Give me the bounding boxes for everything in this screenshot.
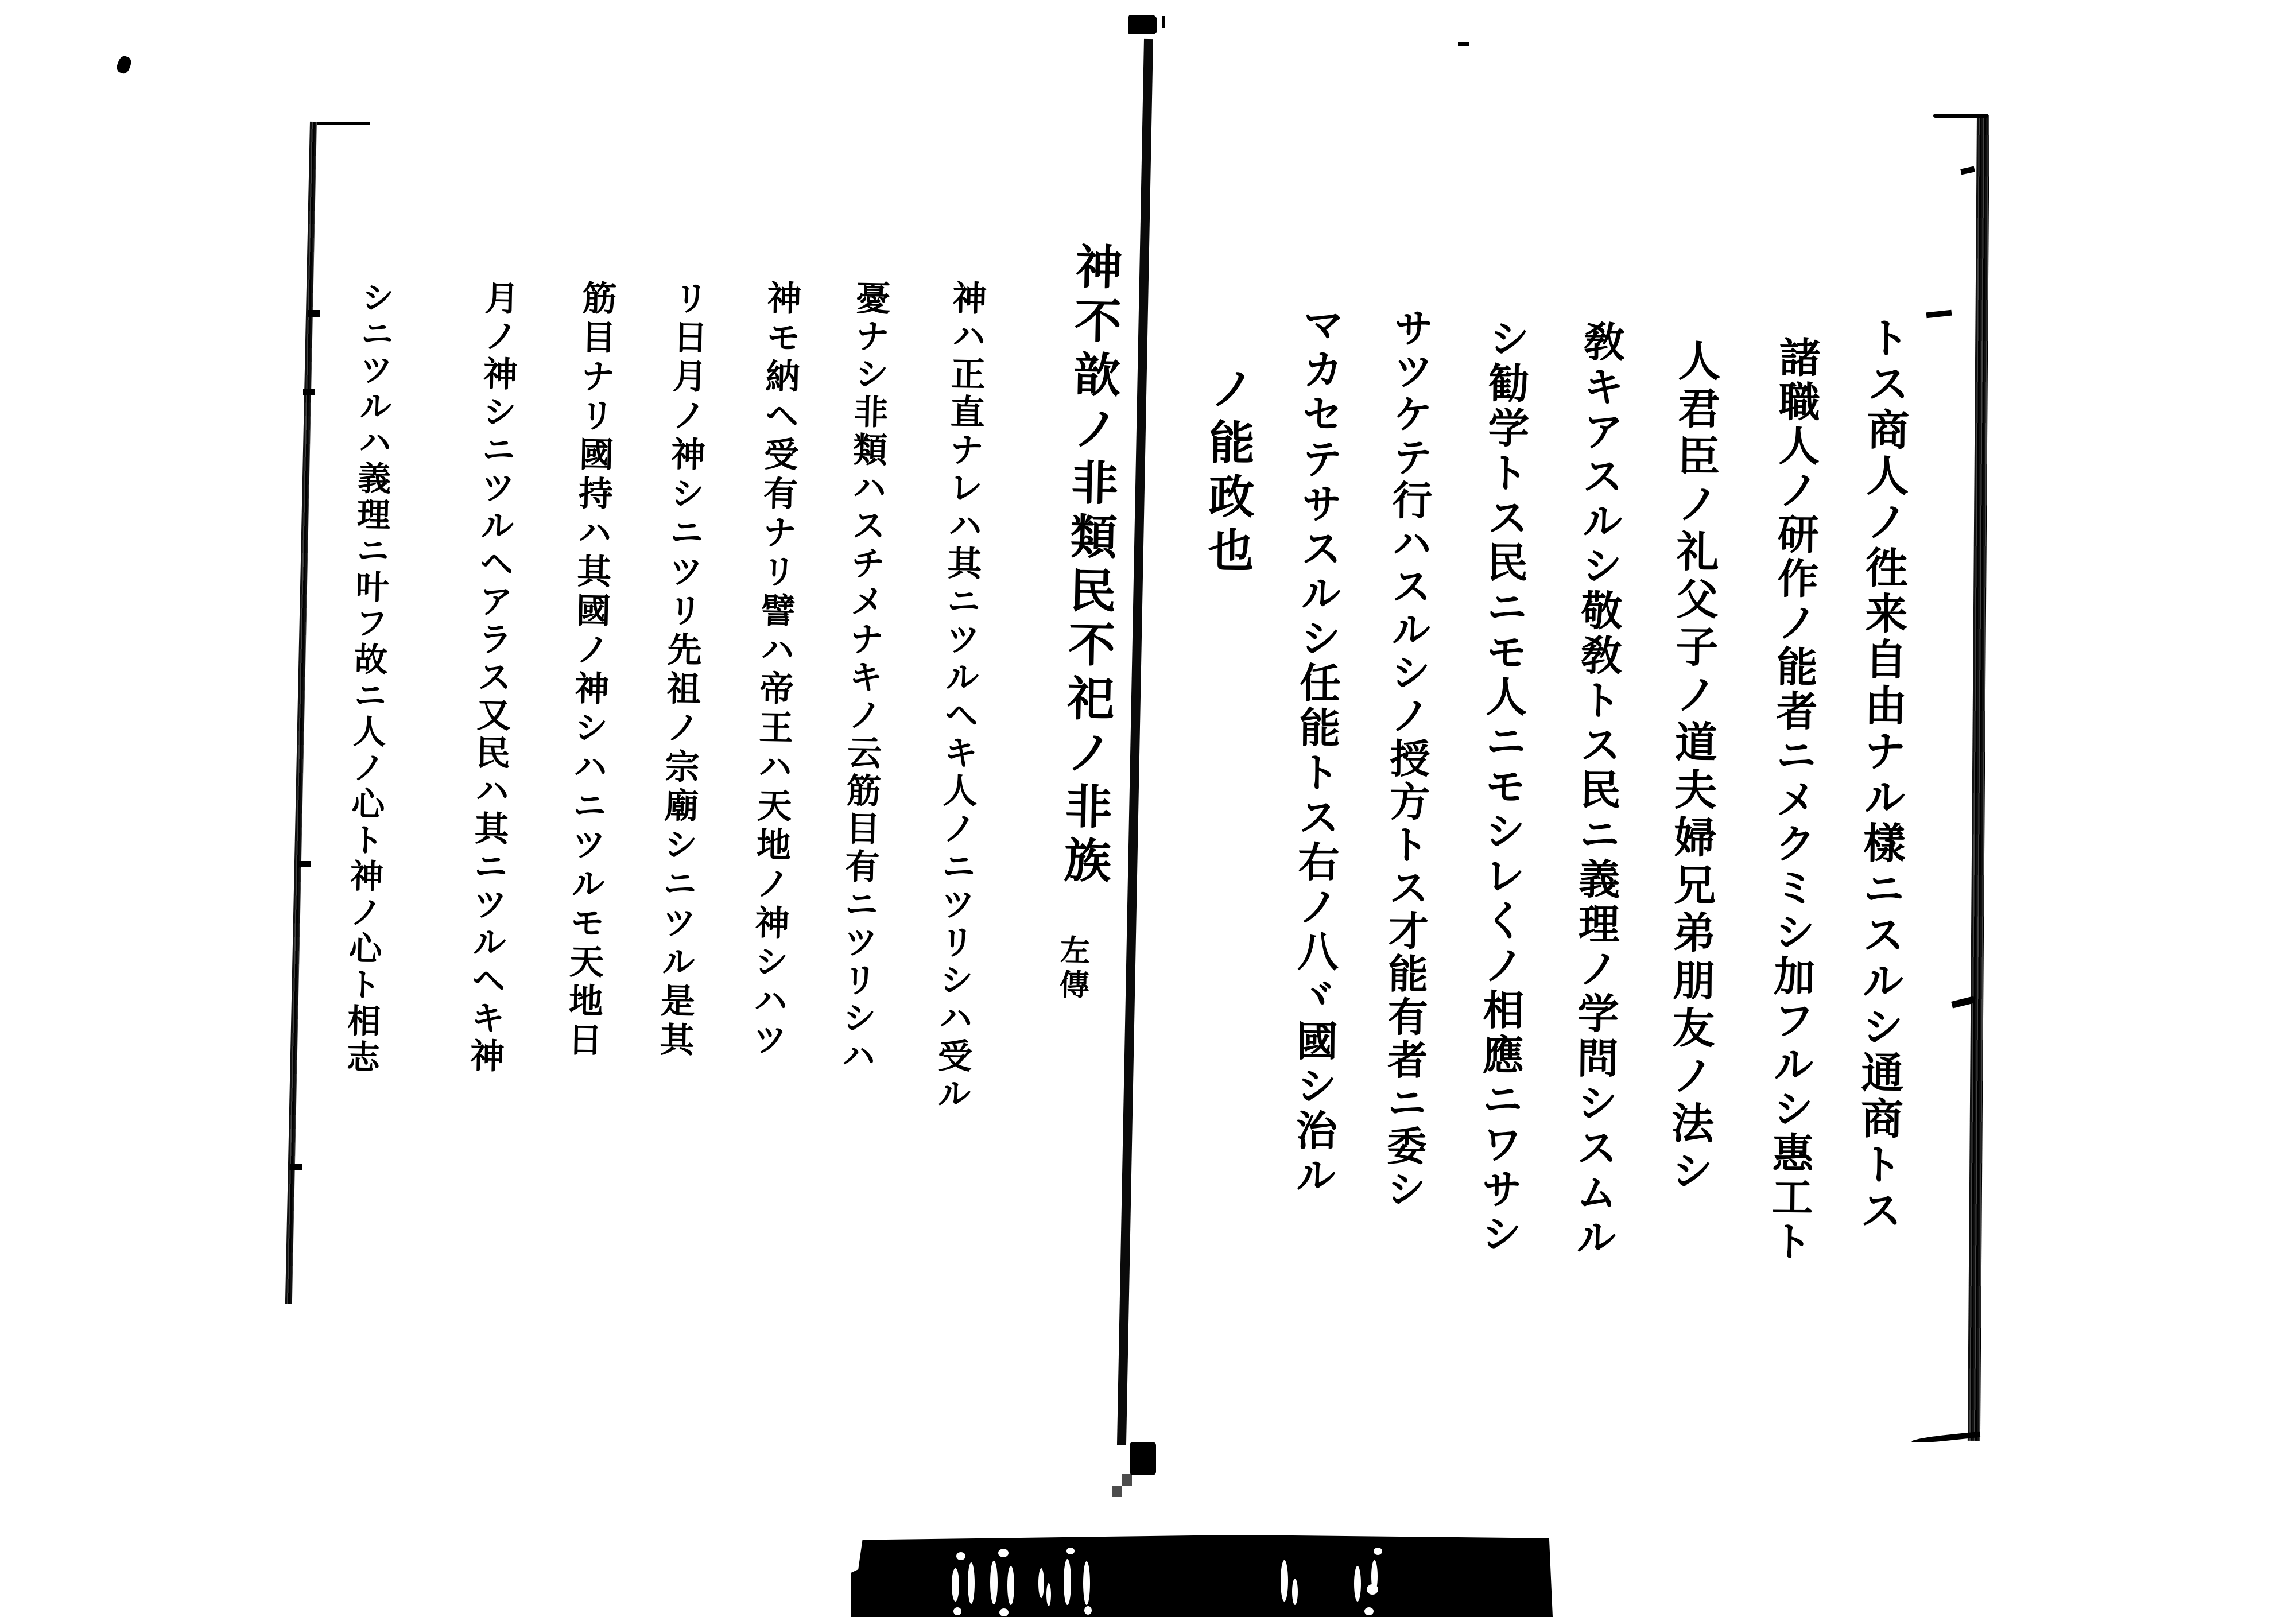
manuscript-column: 月ノ神シニツルヘアラス又民ハ其ニツルヘキ神 xyxy=(464,280,519,1076)
left-edge-nub-4 xyxy=(290,1164,302,1170)
counter-digit-fragment xyxy=(1281,1560,1288,1602)
manuscript-column: 神ハ正直ナレハ其ニツルヘキ人ノニツリシハ受ル xyxy=(931,280,987,1114)
counter-digit-fragment xyxy=(999,1608,1009,1616)
manuscript-column: シ勧学トス民ニモ人ニモシレくノ相應ニワサシ xyxy=(1473,316,1530,1258)
fold-top-tick xyxy=(1162,16,1165,28)
left-edge-nub-1 xyxy=(308,310,320,317)
manuscript-column: マカセテサスルシ任能トス右ノ八ヾ國シ治ル xyxy=(1288,303,1344,1199)
corner-speck xyxy=(115,55,133,75)
left-page-title: 神不歆ノ非類民不祀ノ非族 xyxy=(1056,242,1123,890)
counter-digit-fragment xyxy=(1064,1559,1071,1605)
fold-top-blob xyxy=(1128,15,1157,34)
manuscript-column: 人君臣ノ礼父子ノ道夫婦兄弟朋友ノ法シ xyxy=(1663,338,1721,1197)
left-page-top-edge xyxy=(317,122,370,125)
counter-digit-fragment xyxy=(990,1561,998,1604)
counter-digit-fragment xyxy=(1007,1566,1014,1605)
counter-digit-fragment xyxy=(953,1607,961,1615)
manuscript-column: シニツルハ義理ニ叶フ故ニ人ノ心ト神ノ心ト相志 xyxy=(340,280,395,1076)
frame-counter-bar xyxy=(851,1535,1553,1617)
right-edge-tick-2 xyxy=(1926,310,1952,319)
counter-digit-fragment xyxy=(1084,1606,1092,1615)
counter-digit-fragment xyxy=(1367,1584,1378,1595)
counter-digit-fragment xyxy=(1292,1579,1298,1605)
right-page-edge xyxy=(1968,115,1989,1441)
manuscript-column: 諸職人ノ研作ノ能者ニメクミシ加フルシ惠工ト xyxy=(1764,335,1821,1265)
left-edge-nub-2 xyxy=(303,389,315,395)
stray-dash xyxy=(1458,42,1469,46)
manuscript-column: トス商人ノ徃来自由ナル樣ニスルシ通商トス xyxy=(1853,315,1910,1235)
fold-bottom-blob xyxy=(1130,1442,1156,1475)
counter-digit-fragment xyxy=(998,1549,1009,1557)
counter-digit-fragment xyxy=(1354,1566,1361,1602)
manuscript-column: サツケテ行ハスルシノ授方トス才能有者ニ委シ xyxy=(1379,307,1434,1212)
left-edge-nub-3 xyxy=(297,861,311,867)
counter-digit-fragment xyxy=(1066,1548,1075,1554)
right-edge-tick-1 xyxy=(1960,166,1975,175)
manuscript-column: 筋目ナリ國持ハ其國ノ神シハニツルモ天地日 xyxy=(561,280,617,1061)
manuscript-column: 憂ナシ非類ハスチメナキノ云筋目有ニツリシハ xyxy=(835,280,891,1076)
counter-digit-fragment xyxy=(968,1562,975,1604)
manuscript-column: リ日月ノ神シニツリ先祖ノ宗廟シニツル是其 xyxy=(653,280,709,1061)
manuscript-column: ノ能政也 xyxy=(1200,364,1255,581)
manuscript-column: 敎キアスルシ敬敎トス民ニ義理ノ学問シスムル xyxy=(1568,320,1625,1261)
left-page-title-annotation: 左傳 xyxy=(1053,934,1089,1004)
counter-digit-fragment xyxy=(956,1552,965,1560)
counter-digit-fragment xyxy=(952,1568,959,1602)
counter-digit-fragment xyxy=(1083,1561,1090,1605)
counter-digit-fragment xyxy=(1364,1607,1374,1615)
manuscript-column: 神モ納ヘ受有ナリ譬ハ帝王ハ天地ノ神シハツ xyxy=(746,280,802,1061)
counter-digit-fragment xyxy=(1046,1583,1051,1606)
fold-bottom-speckle xyxy=(1112,1474,1132,1497)
counter-digit-fragment xyxy=(1038,1568,1044,1598)
right-page-top-edge xyxy=(1933,114,1988,118)
right-page-bottom-curl xyxy=(1911,1432,1980,1444)
left-page-edge xyxy=(285,122,317,1304)
counter-digit-fragment xyxy=(1374,1548,1382,1555)
